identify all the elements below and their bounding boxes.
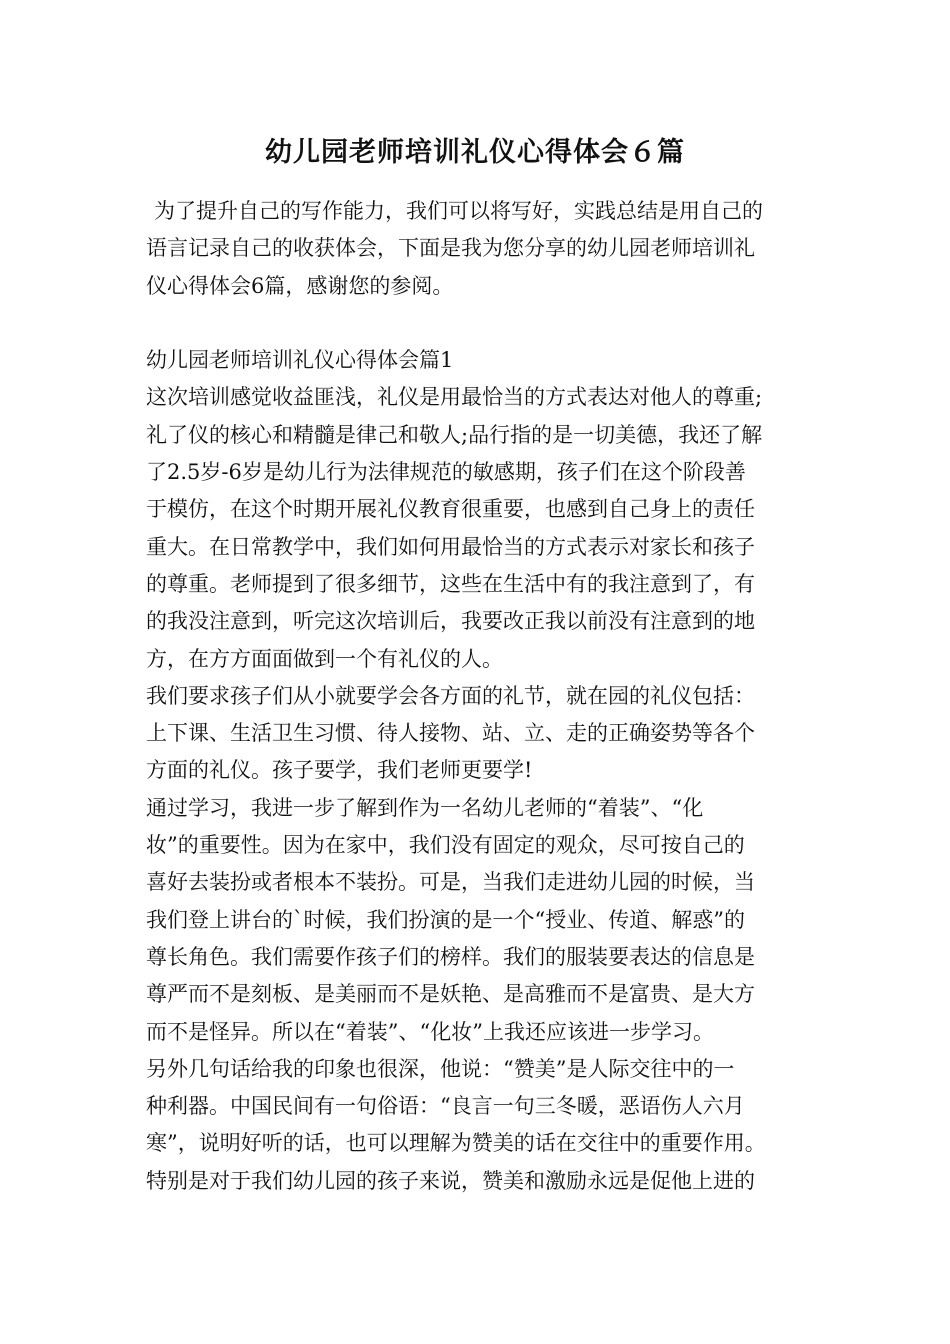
- body-line: 尊长角色。我们需要作孩子们的榜样。我们的服装要表达的信息是: [146, 944, 755, 969]
- body-line: 了2.5岁-6岁是幼儿行为法律规范的敏感期，孩子们在这个阶段善: [146, 460, 746, 485]
- body-line: 种利器。中国民间有一句俗语：“良言一句三冬暖，恶语伤人六月: [146, 1094, 745, 1119]
- document-body: [146, 193, 811, 1200]
- body-line: 而不是怪异。所以在“着装”、“化妆”上我还应该进一步学习。: [146, 1019, 714, 1044]
- body-line: 的我没注意到，听完这次培训后，我要改正我以前没有注意到的地: [146, 609, 755, 634]
- intro-line: 仪心得体会6篇，感谢您的参阅。: [146, 273, 454, 298]
- body-line: 尊严而不是刻板、是美丽而不是妖艳、是高雅而不是富贵、是大方: [146, 982, 755, 1007]
- body-line: 特别是对于我们幼儿园的孩子来说，赞美和激励永远是促他上进的: [146, 1168, 755, 1193]
- paragraph-gap: [146, 305, 811, 342]
- body-line: 重大。在日常教学中，我们如何用最恰当的方式表示对家长和孩子: [146, 534, 755, 559]
- section-heading: 幼儿园老师培训礼仪心得体会篇1: [146, 348, 454, 373]
- body-line: 我们登上讲台的`时候，我们扮演的是一个“授业、传道、解惑”的: [146, 907, 745, 932]
- body-line: 喜好去装扮或者根本不装扮。可是，当我们走进幼儿园的时候，当: [146, 870, 755, 895]
- body-line: 礼了仪的核心和精髓是律己和敬人;品行指的是一切美德，我还了解: [146, 422, 763, 447]
- intro-paragraph: [146, 193, 811, 305]
- body-line: 上下课、生活卫生习惯、待人接物、站、立、走的正确姿势等各个: [146, 721, 755, 746]
- body-line: 妆”的重要性。因为在家中，我们没有固定的观众，尽可按自己的: [146, 833, 745, 858]
- body-line: 另外几句话给我的印象也很深，他说：“赞美”是人际交往中的一: [146, 1056, 735, 1081]
- body-line: 的尊重。老师提到了很多细节，这些在生活中有的我注意到了，有: [146, 571, 755, 596]
- body-line: 方面的礼仪。孩子要学，我们老师更要学!: [146, 758, 533, 783]
- body-line: 于模仿，在这个时期开展礼仪教育很重要，也感到自己身上的责任: [146, 497, 755, 522]
- intro-line: 为了提升自己的写作能力，我们可以将写好，实践总结是用自己的: [154, 199, 763, 223]
- body-line: 寒”，说明好听的话，也可以理解为赞美的话在交往中的重要作用。: [146, 1131, 766, 1156]
- document-title: 幼儿园老师培训礼仪心得体会６篇: [265, 137, 685, 168]
- intro-line: 语言记录自己的收获体会，下面是我为您分享的幼儿园老师培训礼: [146, 236, 755, 261]
- body-line: 方，在方方面面做到一个有礼仪的人。: [146, 646, 503, 671]
- body-line: 我们要求孩子们从小就要学会各方面的礼节，就在园的礼仪包括：: [146, 683, 755, 708]
- section-body: [146, 379, 811, 1200]
- body-line: 这次培训感觉收益匪浅，礼仪是用最恰当的方式表达对他人的尊重;: [146, 385, 763, 410]
- body-line: 通过学习，我进一步了解到作为一名幼儿老师的“着装”、“化: [146, 795, 704, 820]
